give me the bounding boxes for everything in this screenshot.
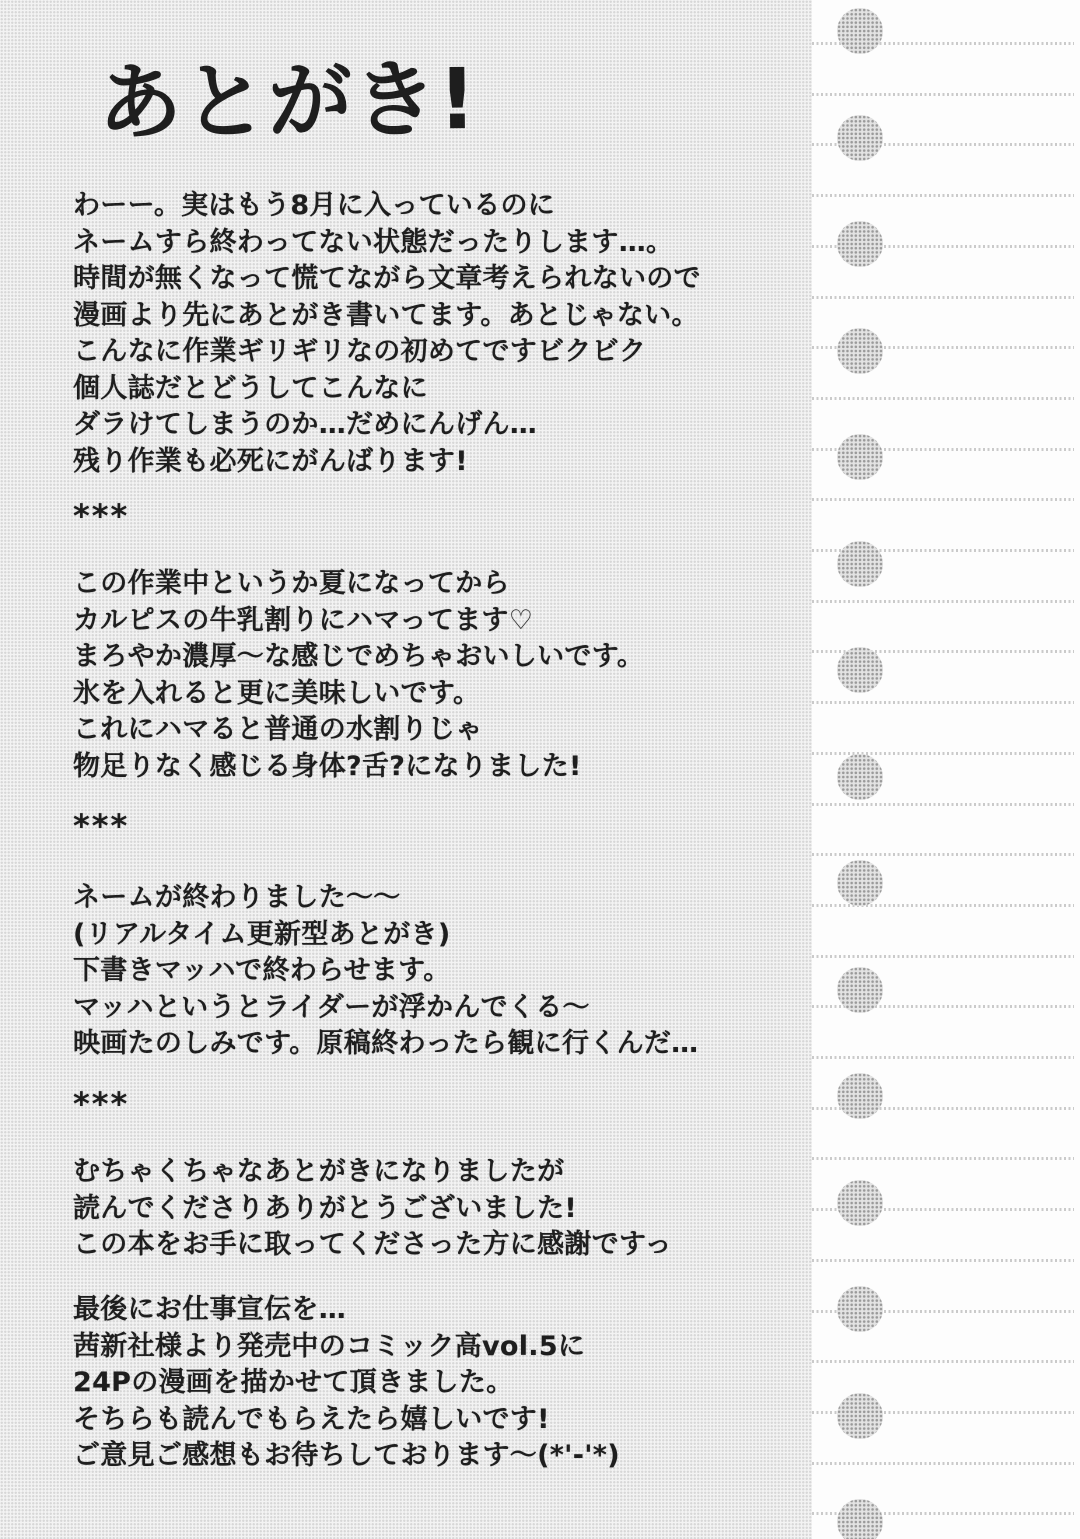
text-line: 読んでくださりありがとうございました! xyxy=(73,1192,578,1224)
text-line: 茜新社様より発売中のコミック高vol.5に xyxy=(73,1330,586,1362)
paragraph-1 xyxy=(73,188,701,480)
ruled-line xyxy=(812,1360,1074,1363)
halftone-dot xyxy=(837,8,883,54)
halftone-dot xyxy=(837,541,883,587)
ruled-line xyxy=(812,397,1074,400)
text-line: 映画たのしみです。原稿終わったら観に行くんだ… xyxy=(73,1028,699,1059)
halftone-dot xyxy=(837,967,883,1013)
text-line: 24Pの漫画を描かせて頂きました。 xyxy=(73,1367,514,1398)
halftone-dot xyxy=(837,860,883,906)
ruled-line xyxy=(812,1056,1074,1059)
ruled-line xyxy=(812,1157,1074,1160)
text-line: この作業中というか夏になってから xyxy=(73,568,510,599)
text-line: これにハマると普通の水割りじゃ xyxy=(73,714,483,745)
text-line: 最後にお仕事宣伝を… xyxy=(73,1294,346,1325)
text-line: この本をお手に取ってくださった方に感謝ですっ xyxy=(73,1229,672,1260)
paragraph-3 xyxy=(73,880,698,1063)
page-title: あとがき! xyxy=(97,50,478,152)
paragraph-2 xyxy=(73,566,644,785)
text-line: 漫画より先にあとがき書いてます。あとじゃない。 xyxy=(73,299,699,331)
text-line: むちゃくちゃなあとがきになりましたが xyxy=(73,1156,565,1187)
text-line: 氷を入れると更に美味しいです。 xyxy=(73,677,481,709)
text-line: 個人誌だとどうしてこんなに xyxy=(73,372,428,404)
text-line: 残り作業も必死にがんばります! xyxy=(73,445,468,477)
paragraph-4 xyxy=(73,1154,672,1264)
text-line: 下書きマッハで終わらせます。 xyxy=(73,955,451,986)
halftone-dot xyxy=(837,1180,883,1226)
section-separator: *** xyxy=(73,1085,130,1123)
paragraph-5 xyxy=(73,1292,620,1475)
text-line: こんなに作業ギリギリなの初めてですビクビク xyxy=(73,336,647,367)
halftone-dot xyxy=(837,115,883,161)
ruled-line xyxy=(812,1259,1074,1262)
ruled-line xyxy=(812,853,1074,856)
ruled-line xyxy=(812,701,1074,704)
halftone-dot xyxy=(837,328,883,374)
text-line: カルピスの牛乳割りにハマってます♡ xyxy=(73,604,534,636)
ruled-line xyxy=(812,1462,1074,1465)
ruled-line xyxy=(812,803,1074,806)
text-line: 時間が無くなって慌てながら文章考えられないので xyxy=(73,263,701,294)
halftone-dot xyxy=(837,647,883,693)
ruled-line xyxy=(812,93,1074,96)
halftone-dot xyxy=(837,754,883,800)
halftone-dot xyxy=(837,221,883,267)
halftone-dot xyxy=(837,1286,883,1332)
ruled-line xyxy=(812,296,1074,299)
text-line: (リアルタイム更新型あとがき) xyxy=(73,918,451,950)
ruled-line xyxy=(812,498,1074,501)
text-line: わーー。実はもう8月に入っているのに xyxy=(73,190,556,221)
text-line: 物足りなく感じる身体?舌?になりました! xyxy=(73,750,582,782)
text-line: マッハというとライダーが浮かんでくる〜 xyxy=(73,991,590,1023)
notebook-edge-strip xyxy=(812,0,1080,1539)
halftone-dot xyxy=(837,1499,883,1539)
section-separator: *** xyxy=(73,497,130,535)
halftone-dot xyxy=(837,1073,883,1119)
text-line: ご意見ご感想もお待ちしております〜(*'-'*) xyxy=(73,1440,620,1471)
ruled-line xyxy=(812,955,1074,958)
text-line: ネームが終わりました〜〜 xyxy=(73,882,401,913)
halftone-dot xyxy=(837,1393,883,1439)
section-separator: *** xyxy=(73,807,130,845)
ruled-line xyxy=(812,194,1074,197)
text-line: ダラけてしまうのか…だめにんげん… xyxy=(73,409,538,440)
halftone-dot xyxy=(837,434,883,480)
ruled-line xyxy=(812,600,1074,603)
text-line: まろやか濃厚〜な感じでめちゃおいしいです。 xyxy=(73,641,645,672)
text-line: そちらも読んでもらえたら嬉しいです! xyxy=(73,1403,550,1435)
text-line: ネームすら終わってない状態だったりします…。 xyxy=(73,226,674,258)
